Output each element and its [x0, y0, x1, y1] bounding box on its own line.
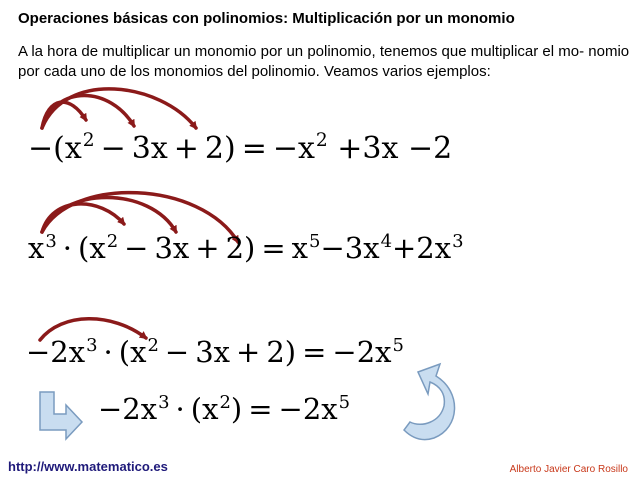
term-x2: $x^2$ [64, 130, 95, 166]
term-3x: 3x [131, 131, 168, 166]
term-3x: 3x [195, 335, 231, 369]
term-x2: $x^2$ [202, 391, 231, 426]
site-link[interactable]: http://www.matematico.es [8, 459, 168, 474]
operator: − [124, 231, 149, 265]
term-3x: 3x [154, 231, 190, 265]
example-2-equation [28, 230, 464, 265]
result-term: −2 [408, 131, 453, 166]
result-term: $-3x^4$ [320, 230, 392, 265]
intro-paragraph: A la hora de multiplicar un monomio por un polinomio, tenemos que multiplicar el mo- nomio por cada uno de los monomios del polinomio. Veamos varios ejemplos: [18, 43, 630, 80]
operator: − [164, 335, 190, 369]
monomial: $-2x^3$ [26, 334, 98, 369]
dot-operator: · [175, 392, 185, 426]
open-paren: ( [78, 231, 90, 265]
result-term: +3x [337, 131, 399, 166]
term-2: 2) [266, 335, 297, 369]
result-term: $x^5$ [291, 230, 321, 265]
equals-sign: = [302, 335, 327, 369]
result-term: $+2x^3$ [392, 230, 464, 265]
monomial: −( [28, 131, 65, 166]
term-2: 2) [204, 131, 236, 166]
dot-operator: · [103, 335, 113, 369]
author-credit: Alberto Javier Caro Rosillo [509, 464, 628, 475]
dot-operator: · [62, 231, 73, 265]
term-x2: $x^2$ [89, 230, 119, 265]
operator: + [173, 131, 199, 166]
result-term: $-x^2$ [272, 130, 328, 166]
page-title: Operaciones básicas con polinomios: Multiplicación por un monomio [18, 10, 515, 27]
operator: + [195, 231, 220, 265]
term-x2: $x^2$ [130, 334, 159, 369]
example-1-equation [28, 130, 453, 166]
down-right-arrow-icon [40, 392, 82, 439]
distribution-arrow-icon [42, 89, 196, 128]
operator: + [236, 335, 261, 369]
equals-sign: = [261, 231, 286, 265]
equals-sign: = [241, 131, 267, 166]
close-paren: ) [230, 392, 243, 426]
monomial: $-2x^3$ [98, 391, 170, 426]
term-2: 2) [225, 231, 256, 265]
example-4-equation [98, 391, 351, 426]
example-3-equation [26, 334, 404, 369]
curved-return-arrow-icon [404, 364, 455, 440]
equals-sign: = [248, 392, 273, 426]
open-paren: ( [118, 335, 131, 369]
result-term: $-2x^5$ [278, 391, 351, 426]
monomial: $x^3$ [28, 230, 57, 265]
result-term: $-2x^5$ [332, 334, 404, 369]
operator: − [100, 131, 126, 166]
open-paren: ( [190, 392, 203, 426]
